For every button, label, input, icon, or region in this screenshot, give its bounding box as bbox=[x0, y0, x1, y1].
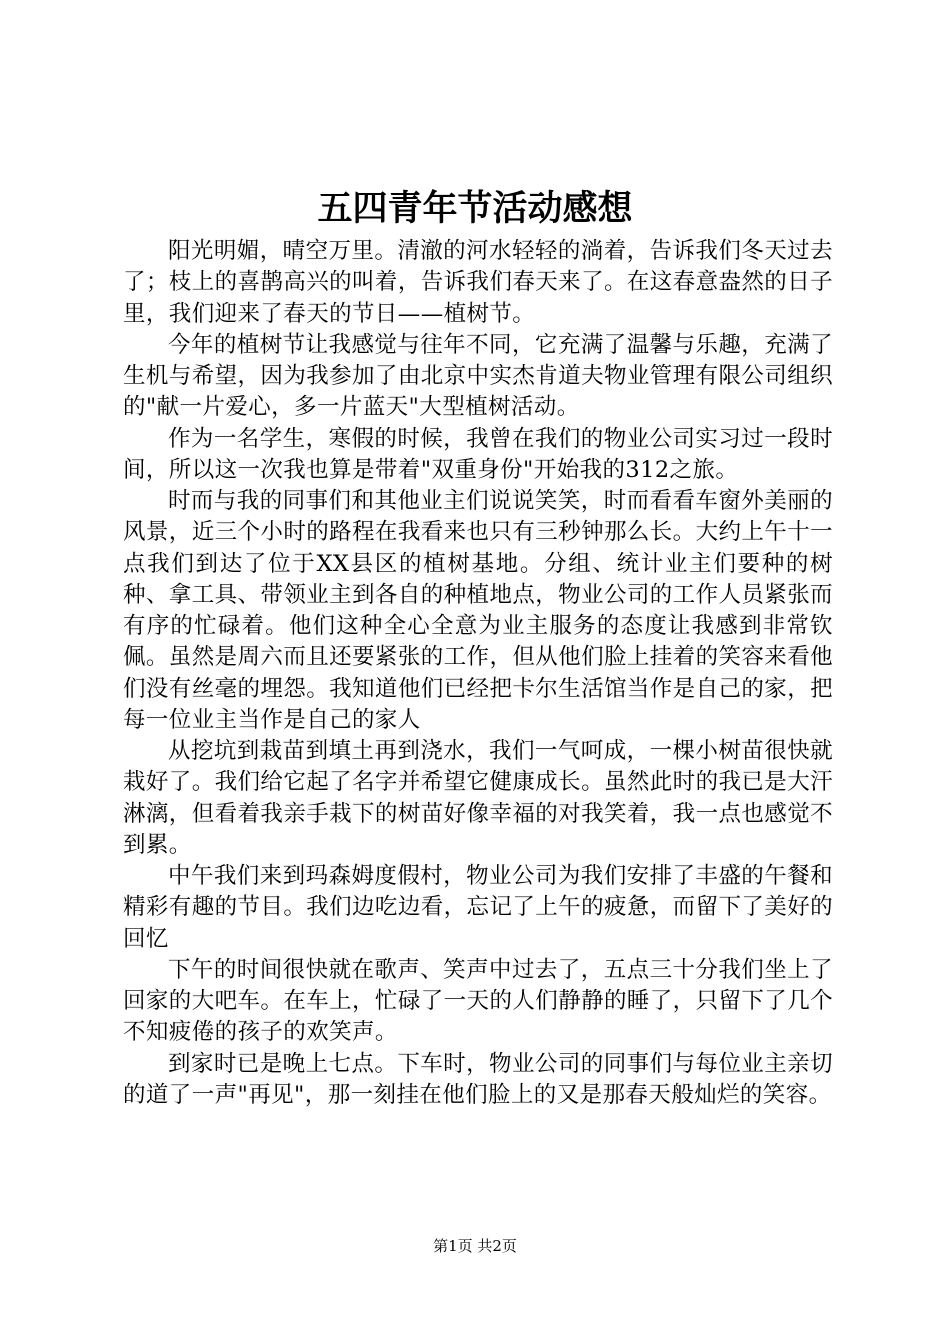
paragraph: 从挖坑到栽苗到填土再到浇水，我们一气呵成，一棵小树苗很快就栽好了。我们给它起了名字并希望它健康成长。虽然此时的我已是大汗淋漓，但看着我亲手栽下的树苗好像幸福的对我笑着，我一点也感觉不到累。 bbox=[123, 738, 833, 858]
paragraph: 中午我们来到玛森姆度假村，物业公司为我们安排了丰盛的午餐和精彩有趣的节目。我们边吃边看，忘记了上午的疲惫，而留下了美好的回忆 bbox=[123, 863, 833, 952]
document-body bbox=[123, 236, 833, 1111]
paragraph: 作为一名学生，寒假的时候，我曾在我们的物业公司实习过一段时间，所以这一次我也算是带着"双重身份"开始我的312之旅。 bbox=[123, 425, 833, 483]
paragraph: 到家时已是晚上七点。下车时，物业公司的同事们与每位业主亲切的道了一声"再见"，那一刻挂在他们脸上的又是那春天般灿烂的笑容。 bbox=[123, 1050, 833, 1108]
paragraph: 阳光明媚，晴空万里。清澈的河水轻轻的淌着，告诉我们冬天过去了；枝上的喜鹊高兴的叫着，告诉我们春天来了。在这春意盎然的日子里，我们迎来了春天的节日——植树节。 bbox=[123, 238, 833, 327]
page-number-footer: 第1页 共2页 bbox=[433, 1237, 517, 1255]
paragraph: 下午的时间很快就在歌声、笑声中过去了，五点三十分我们坐上了回家的大吧车。在车上，忙碌了一天的人们静静的睡了，只留下了几个不知疲倦的孩子的欢笑声。 bbox=[123, 956, 833, 1046]
paragraph: 今年的植树节让我感觉与往年不同，它充满了温馨与乐趣，充满了生机与希望，因为我参加了由北京中实杰肯道夫物业管理有限公司组织的"献一片爱心，多一片蓝天"大型植树活动。 bbox=[123, 331, 833, 421]
paragraph: 时而与我的同事们和其他业主们说说笑笑，时而看看车窗外美丽的风景，近三个小时的路程在我看来也只有三秒钟那么长。大约上午十一点我们到达了位于XX县区的植树基地。分组、统计业主们要种的树种、拿工具、带领业主到各自的种植地点，物业公司的工作人员紧张而有序的忙碌着。他们这种全心全意为业主服务的态度让我感到非常钦佩。虽然是周六而且还要紧张的工作，但从他们脸上挂着的笑容来看他们没有丝毫的埋怨。我知道他们已经把卡尔生活馆当作是自己的家，把每一位业主当作是自己的家人 bbox=[123, 488, 833, 733]
document-title: 五四青年节活动感想 bbox=[317, 188, 633, 229]
